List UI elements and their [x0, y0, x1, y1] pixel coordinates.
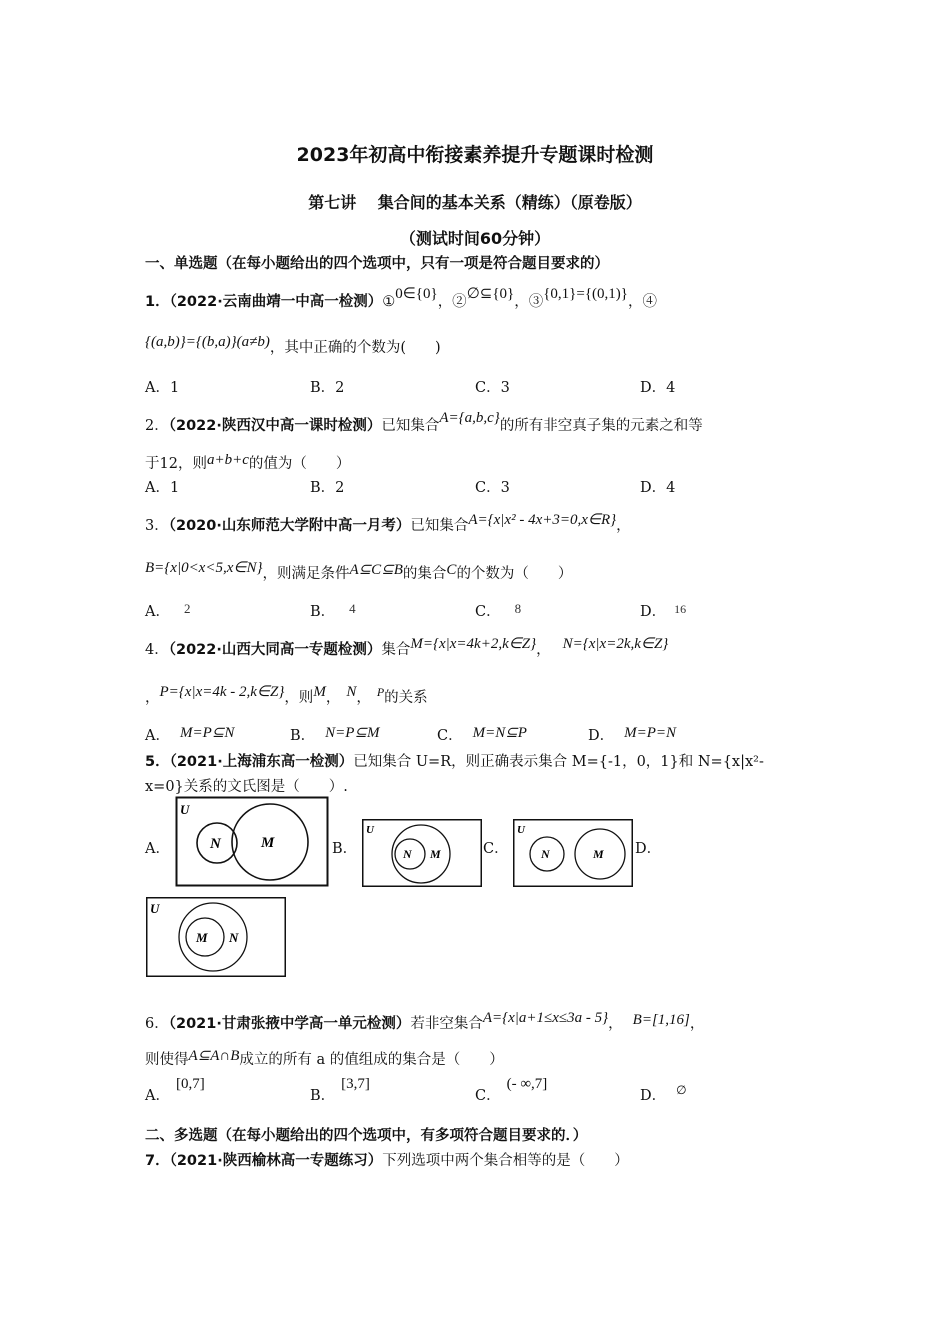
question-source: （2022·云南曲靖一中高一检测）: [169, 294, 383, 310]
question-number: 3．: [145, 518, 169, 534]
question-number: 2．: [145, 418, 169, 434]
option-c[interactable]: C． 8: [475, 601, 522, 620]
question-3-line-1: 3．（2020·山东师范大学附中高一月考）已知集合A={x|x² - 4x+3=0,x∈R}，: [145, 512, 631, 534]
option-d[interactable]: D．4: [640, 480, 676, 496]
venn-label-n: N: [403, 847, 412, 861]
statement-4: {(a,b)}={(b,a)}(a≠b): [145, 334, 270, 350]
question-source: （2022·陕西汉中高一课时检测）: [168, 418, 382, 434]
set-a: A={x|a+1≤x≤3a - 5}: [482, 1010, 609, 1026]
option-a[interactable]: A．[0,7]: [145, 1076, 205, 1104]
section-multiple-choice-title: 二、多选题（在每小题给出的四个选项中，有多项符合题目要求的．）: [145, 1128, 588, 1144]
venn-diagram-c[interactable]: [513, 819, 633, 887]
option-b[interactable]: B．: [332, 841, 358, 857]
question-3-line-2: B={x|0<x<5,x∈N}，则满足条件A⊆C⊆B的集合C的个数为（ ）: [145, 560, 573, 582]
question-7-line-1: 7．（2021·陕西榆林高一专题练习）下列选项中两个集合相等的是（ ）: [145, 1153, 629, 1169]
statement-3: {0,1}={(0,1)}: [543, 286, 628, 302]
question-2-line-1: 2．（2022·陕西汉中高一课时检测）已知集合A={a,b,c}的所有非空真子集的元素之和等: [145, 410, 703, 434]
option-a[interactable]: A． 2: [145, 601, 191, 620]
set-m: M={x|x=4k+2,k∈Z}: [410, 636, 537, 652]
question-source: （2021·上海浦东高一检测）: [169, 754, 354, 770]
question-source: （2020·山东师范大学附中高一月考）: [168, 518, 411, 534]
venn-diagram-d[interactable]: [146, 897, 286, 977]
page-title: 2023年初高中衔接素养提升专题课时检测: [296, 144, 654, 166]
subset-condition: A⊆C⊆B: [349, 562, 403, 578]
venn-label-m: M: [261, 835, 275, 851]
set-n: N={x|x=2k,k∈Z}: [562, 636, 669, 652]
statement-2: ∅⊆{0}: [466, 286, 515, 302]
question-number: 6．: [145, 1016, 169, 1032]
venn-label-n: N: [210, 836, 221, 852]
venn-label-u: U: [366, 824, 374, 836]
option-b[interactable]: B．[3,7]: [310, 1076, 370, 1104]
venn-label-m: M: [593, 847, 604, 861]
question-5-line-1: 5．（2021·上海浦东高一检测）已知集合 U=R，则正确表示集合 M={-1，0，1}和 N={x|x²-: [145, 754, 764, 770]
question-source: （2021·陕西榆林高一专题练习）: [169, 1153, 383, 1169]
option-c[interactable]: C． M=N⊆P: [437, 725, 527, 744]
question-4-line-1: 4．（2022·山西大同高一专题检测）集合M={x|x=4k+2,k∈Z}， N={x|x=2k,k∈Z}: [145, 636, 669, 658]
set-p: P={x|x=4k - 2,k∈Z}: [159, 684, 285, 700]
question-number: 5．: [145, 754, 170, 770]
option-b[interactable]: B．2: [310, 480, 345, 496]
option-a[interactable]: A．: [145, 841, 170, 857]
option-d[interactable]: D．: [635, 841, 662, 857]
question-source: （2022·山西大同高一专题检测）: [168, 642, 382, 658]
option-c[interactable]: C．(- ∞,7]: [475, 1076, 548, 1104]
venn-label-m: M: [430, 847, 441, 861]
statement-1: 0∈{0}: [395, 286, 438, 302]
set-a: A={a,b,c}: [439, 410, 500, 426]
question-number: 4．: [145, 642, 169, 658]
option-d[interactable]: D． ∅: [640, 1083, 687, 1104]
option-b[interactable]: B．2: [310, 380, 345, 396]
venn-label-u: U: [517, 824, 525, 836]
question-number: 1．: [145, 294, 170, 310]
venn-label-u: U: [180, 802, 190, 817]
sum-expression: a+b+c: [206, 452, 249, 468]
time-note: （测试时间60分钟）: [399, 229, 551, 248]
option-b[interactable]: B． N=P⊆M: [290, 725, 380, 744]
option-a[interactable]: A． M=P⊆N: [145, 725, 235, 744]
option-c[interactable]: C．3: [475, 380, 510, 396]
option-b[interactable]: B． 4: [310, 601, 356, 620]
question-1-line-2: {(a,b)}={(b,a)}(a≠b)，其中正确的个数为( ): [145, 334, 441, 356]
intersection-condition: A⊆A∩B: [188, 1048, 240, 1064]
venn-diagram-b[interactable]: [362, 819, 482, 887]
set-b: B=[1,16]: [632, 1012, 690, 1028]
option-d[interactable]: D． M=P=N: [588, 725, 677, 744]
section-single-choice-title: 一、单选题（在每小题给出的四个选项中，只有一项是符合题目要求的）: [145, 256, 609, 272]
venn-label-n: N: [541, 847, 550, 861]
option-a[interactable]: A．1: [145, 480, 180, 496]
question-2-line-2: 于12，则a+b+c的值为（ ）: [145, 452, 351, 472]
set-a: A={x|x² - 4x+3=0,x∈R}: [468, 512, 617, 528]
question-4-line-2: ，P={x|x=4k - 2,k∈Z}，则M， N， $^P$的关系: [145, 684, 428, 706]
venn-label-m: M: [196, 930, 208, 945]
question-number: 7．: [145, 1153, 170, 1169]
option-d[interactable]: D． $^{16}$: [640, 602, 687, 620]
page-subtitle: 第七讲 集合间的基本关系（精练）（原卷版）: [308, 193, 642, 212]
question-source: （2021·甘肃张掖中学高一单元检测）: [168, 1016, 411, 1032]
option-a[interactable]: A．1: [145, 380, 180, 396]
option-d[interactable]: D．4: [640, 380, 676, 396]
venn-label-n: N: [229, 930, 239, 945]
option-c[interactable]: C．3: [475, 480, 510, 496]
venn-diagram-a[interactable]: [175, 796, 330, 888]
question-6-line-1: 6．（2021·甘肃张掖中学高一单元检测）若非空集合A={x|a+1≤x≤3a - 5}， B=[1,16]，: [145, 1010, 705, 1032]
option-c[interactable]: C．: [483, 841, 509, 857]
question-1-line-1: 1．（2022·云南曲靖一中高一检测）①0∈{0}，②∅⊆{0}，③{0,1}={(0,1)}，④: [145, 286, 657, 310]
set-b: B={x|0<x<5,x∈N}: [145, 560, 263, 576]
question-6-line-2: 则使得A⊆A∩B成立的所有 a 的值组成的集合是（ ）: [145, 1048, 504, 1068]
question-5-line-2: x=0}关系的文氏图是（ ）.: [145, 779, 348, 795]
venn-label-u: U: [150, 901, 160, 916]
